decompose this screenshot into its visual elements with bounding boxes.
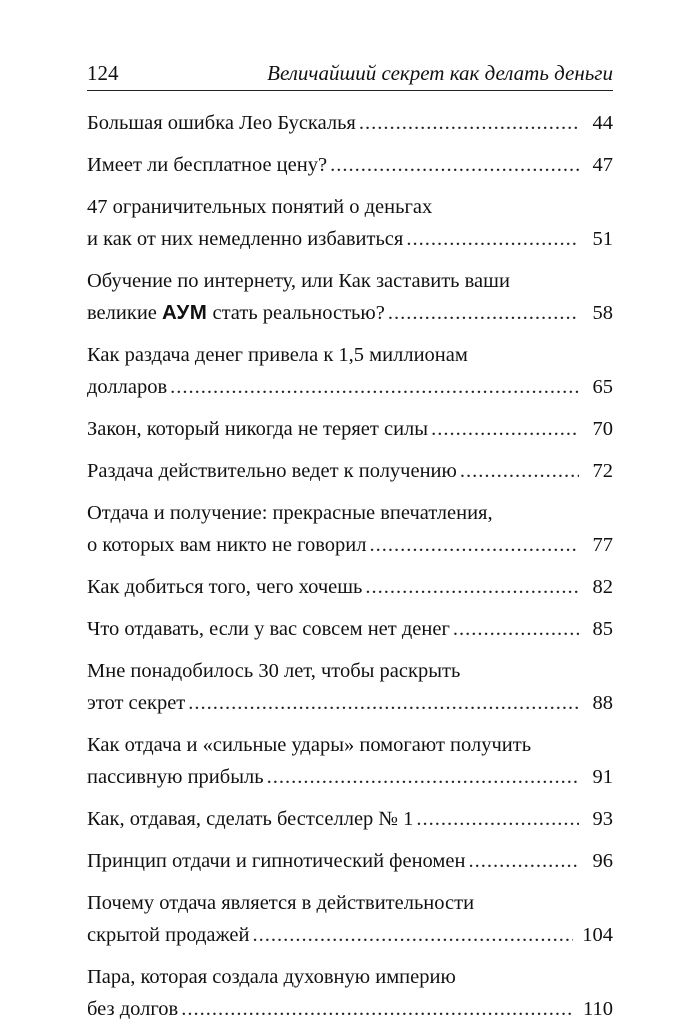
toc-entry-title: Закон, который никогда не теряет силы <box>87 418 429 440</box>
toc-entry-title: Большая ошибка Лео Бускалья <box>87 112 356 134</box>
toc-entry-title: Пара, которая создала духовную империю <box>87 966 456 988</box>
toc-entry-title-continued: этот секрет <box>87 692 186 714</box>
toc-page-number: 93 <box>592 808 613 830</box>
toc-page-number: 47 <box>592 154 613 176</box>
dot-leader <box>330 149 579 181</box>
dot-leader <box>431 413 579 445</box>
toc-page-number: 85 <box>592 618 613 640</box>
toc-entry-title-continued: и как от них немедленно избавиться <box>87 228 404 250</box>
toc-entry[interactable] <box>87 729 613 793</box>
toc-page-number: 91 <box>592 766 613 788</box>
toc-page-number: 82 <box>592 576 613 598</box>
toc-entry-text: стать реальностью? <box>207 302 385 324</box>
toc-entry-title: Раздача действительно ведет к получению <box>87 460 457 482</box>
dot-leader <box>188 687 579 719</box>
running-head <box>87 58 613 91</box>
toc-entry-title: Как, отдавая, сделать бестселлер № 1 <box>87 808 414 830</box>
toc-page-number: 58 <box>592 302 613 324</box>
toc-entry-title: Почему отдача является в действительности <box>87 892 475 914</box>
table-of-contents <box>87 107 613 1035</box>
toc-entry[interactable] <box>87 613 613 645</box>
toc-page-number: 110 <box>583 998 613 1020</box>
toc-entry[interactable] <box>87 455 613 487</box>
toc-entry[interactable] <box>87 497 613 561</box>
toc-page-number: 72 <box>592 460 613 482</box>
toc-page-number: 88 <box>592 692 613 714</box>
toc-entry-title: Как добиться того, чего хочешь <box>87 576 363 598</box>
toc-entry-title: Имеет ли бесплатное цену? <box>87 154 328 176</box>
toc-entry[interactable] <box>87 571 613 603</box>
toc-entry-title: Отдача и получение: прекрасные впечатления, <box>87 502 493 524</box>
toc-entry[interactable] <box>87 149 613 181</box>
toc-entry[interactable] <box>87 655 613 719</box>
toc-page-number: 51 <box>592 228 613 250</box>
toc-page-number: 104 <box>582 924 613 946</box>
toc-page-number: 44 <box>592 112 613 134</box>
toc-entry-title-continued: скрытой продажей <box>87 924 250 946</box>
toc-entry-title-continued <box>87 297 385 329</box>
dot-leader <box>416 803 579 835</box>
dot-leader <box>359 107 579 139</box>
toc-entry[interactable] <box>87 107 613 139</box>
dot-leader <box>267 761 579 793</box>
toc-entry-title: 47 ограничительных понятий о деньгах <box>87 196 433 218</box>
toc-entry[interactable] <box>87 265 613 329</box>
toc-entry-title: Обучение по интернету, или Как заставить ваши <box>87 270 510 292</box>
toc-entry[interactable] <box>87 961 613 1025</box>
toc-entry[interactable] <box>87 339 613 403</box>
dot-leader <box>460 455 579 487</box>
page-number: 124 <box>87 61 119 85</box>
toc-entry[interactable] <box>87 803 613 835</box>
toc-entry-title: Принцип отдачи и гипнотический феномен <box>87 850 466 872</box>
book-title: Величайший секрет как делать деньги <box>267 61 613 85</box>
toc-page-number: 70 <box>592 418 613 440</box>
dot-leader <box>181 993 573 1025</box>
dot-leader <box>170 371 579 403</box>
toc-entry-title: Что отдавать, если у вас совсем нет денег <box>87 618 450 640</box>
toc-page-number: 65 <box>592 376 613 398</box>
dot-leader <box>388 297 579 329</box>
toc-entry-title-continued: о которых вам никто не говорил <box>87 534 367 556</box>
toc-page-number: 77 <box>592 534 613 556</box>
toc-entry[interactable] <box>87 191 613 255</box>
dot-leader <box>253 919 574 951</box>
toc-entry-title-continued: пассивную прибыль <box>87 766 264 788</box>
dot-leader <box>453 613 579 645</box>
toc-entry-title-continued: без долгов <box>87 998 179 1020</box>
toc-entry-title: Мне понадобилось 30 лет, чтобы раскрыть <box>87 660 461 682</box>
toc-entry-title: Как отдача и «сильные удары» помогают получить <box>87 734 532 756</box>
dot-leader <box>365 571 579 603</box>
dot-leader <box>468 845 579 877</box>
toc-entry[interactable] <box>87 887 613 951</box>
toc-entry-title: Как раздача денег привела к 1,5 миллионам <box>87 344 468 366</box>
toc-page-number: 96 <box>592 850 613 872</box>
dot-leader <box>370 529 580 561</box>
toc-entry-title-continued: долларов <box>87 376 168 398</box>
toc-entry[interactable] <box>87 413 613 445</box>
dot-leader <box>406 223 579 255</box>
aum-brand-mark: АУМ <box>162 301 208 324</box>
toc-entry-text: великие <box>87 302 163 324</box>
toc-entry[interactable] <box>87 845 613 877</box>
